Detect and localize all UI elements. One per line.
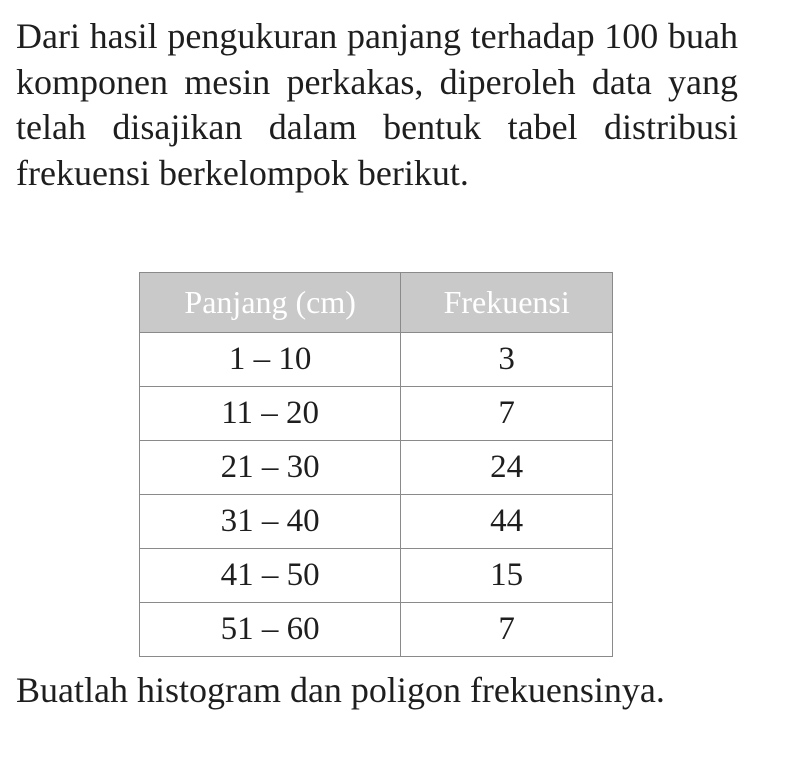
table-row xyxy=(140,441,613,495)
frequency-cell: 44 xyxy=(401,495,613,549)
frequency-cell: 3 xyxy=(401,333,613,387)
table-row xyxy=(140,495,613,549)
length-cell: 31 – 40 xyxy=(140,495,401,549)
length-cell: 1 – 10 xyxy=(140,333,401,387)
outro-paragraph: Buatlah histogram dan poligon frekuensinya. xyxy=(16,670,665,710)
frequency-cell: 24 xyxy=(401,441,613,495)
frequency-cell: 7 xyxy=(401,603,613,657)
table-row xyxy=(140,387,613,441)
table-row xyxy=(140,333,613,387)
length-cell: 21 – 30 xyxy=(140,441,401,495)
frequency-cell: 15 xyxy=(401,549,613,603)
length-cell: 41 – 50 xyxy=(140,549,401,603)
header-length: Panjang (cm) xyxy=(140,273,401,333)
frequency-table xyxy=(139,272,613,657)
intro-paragraph: Dari hasil pengukuran panjang terhadap 100 buah komponen mesin perkakas, diperoleh data yang telah disajikan dalam bentuk tabel distribusi frekuensi berkelompok berikut. xyxy=(16,16,738,193)
table-row xyxy=(140,549,613,603)
length-cell: 11 – 20 xyxy=(140,387,401,441)
length-cell: 51 – 60 xyxy=(140,603,401,657)
header-frequency: Frekuensi xyxy=(401,273,613,333)
table-row xyxy=(140,603,613,657)
frequency-cell: 7 xyxy=(401,387,613,441)
table-header-row xyxy=(140,273,613,333)
